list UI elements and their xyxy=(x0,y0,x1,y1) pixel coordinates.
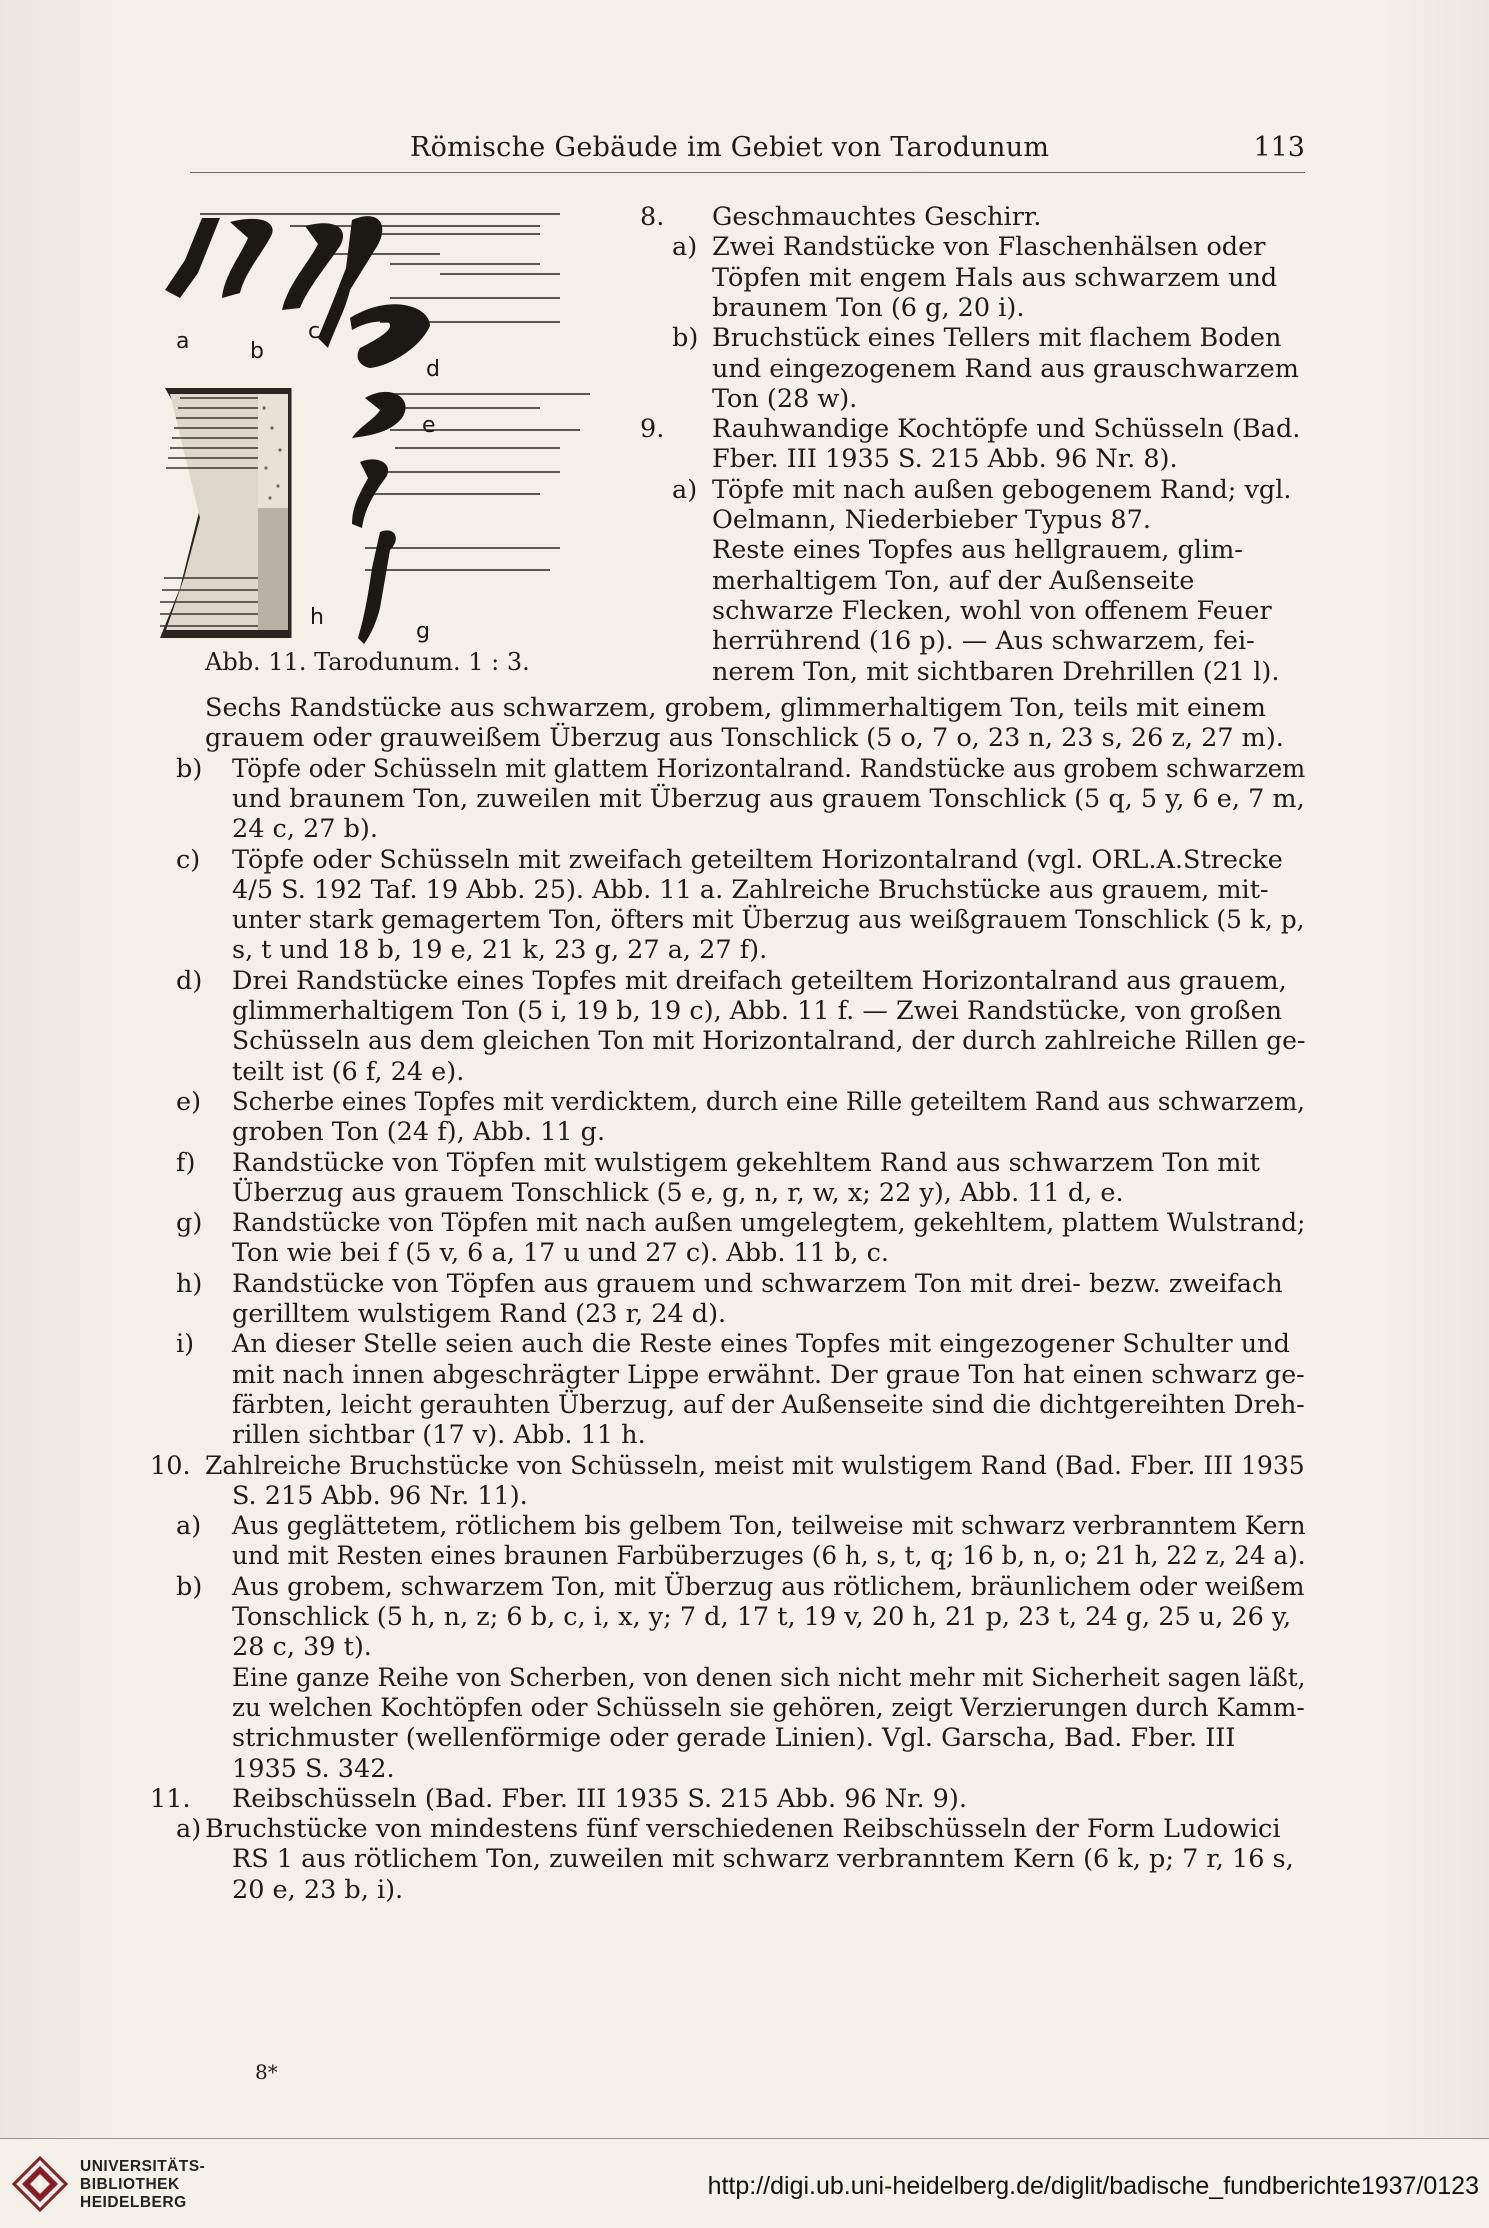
figure-label-d: d xyxy=(426,357,440,382)
library-name-line1: UNIVERSITÄTS- xyxy=(80,2158,206,2175)
signature-mark: 8* xyxy=(255,2060,278,2084)
figure-label-c: c xyxy=(308,319,321,344)
text-line: Überzug aus grauem Tonschlick (5 e, g, n, r, w, x; 22 y), Abb. 11 d, e. xyxy=(232,1177,1124,1208)
profile-b xyxy=(222,219,273,298)
profile-g xyxy=(358,530,396,644)
figure-label-a: a xyxy=(176,329,190,354)
text-line: 1935 S. 342. xyxy=(232,1753,395,1784)
text-line: und mit Resten eines braunen Farbüberzuges (6 h, s, t, q; 16 b, n, o; 21 h, 22 z, 24 a). xyxy=(232,1541,1306,1572)
item-marker: a) xyxy=(672,474,698,505)
text-line: Zahlreiche Bruchstücke von Schüsseln, meist mit wulstigem Rand (Bad. Fber. III 1935 xyxy=(205,1450,1305,1481)
item-marker: e) xyxy=(176,1086,202,1117)
item-marker: 8. xyxy=(640,202,665,232)
library-name-line3: HEIDELBERG xyxy=(80,2194,187,2211)
item-marker: b) xyxy=(176,753,203,784)
text-line: Sechs Randstücke aus schwarzem, grobem, glimmerhaltigem Ton, teils mit einem xyxy=(205,693,1266,723)
text-line: An dieser Stelle seien auch die Reste eines Topfes mit eingezogener Schulter und xyxy=(232,1329,1290,1360)
text-line: Geschmauchtes Geschirr. xyxy=(712,202,1042,232)
text-line: Töpfe oder Schüsseln mit glattem Horizontalrand. Randstücke aus grobem schwarzem xyxy=(232,753,1306,784)
text-line: Zwei Randstücke von Flaschenhälsen oder xyxy=(712,232,1266,263)
text-line: Oelmann, Niederbieber Typus 87. xyxy=(712,505,1151,535)
text-line: mit nach innen abgeschrägter Lippe erwähnt. Der graue Ton hat einen schwarz ge- xyxy=(232,1359,1305,1390)
item-marker: 11. xyxy=(150,1783,191,1814)
text-line: Aus geglättetem, rötlichem bis gelbem Ton, teilweise mit schwarz verbranntem Kern xyxy=(232,1511,1306,1542)
item-marker: c) xyxy=(176,844,201,875)
text-line: glimmerhaltigem Ton (5 i, 19 b, 19 c), Abb. 11 f. — Zwei Randstücke, von großen xyxy=(232,996,1283,1026)
item-marker: i) xyxy=(176,1329,195,1360)
text-line: färbten, leicht gerauhten Überzug, auf der Außenseite sind die dichtgereihten Dreh- xyxy=(232,1389,1305,1420)
text-line: Bruchstück eines Tellers mit flachem Boden xyxy=(712,323,1282,354)
figure-label-b: b xyxy=(250,339,264,364)
text-line: und eingezogenem Rand aus grauschwarzem xyxy=(712,353,1299,384)
text-line: Randstücke von Töpfen mit wulstigem gekehltem Rand aus schwarzem Ton mit xyxy=(232,1147,1260,1178)
figure-label-g: g xyxy=(416,619,430,644)
text-line: Bruchstücke von mindestens fünf verschiedenen Reibschüsseln der Form Ludowici xyxy=(205,1814,1281,1845)
text-line: 4/5 S. 192 Taf. 19 Abb. 25). Abb. 11 a. Zahlreiche Bruchstücke aus grauem, mit- xyxy=(232,874,1269,905)
text-line: Rauhwandige Kochtöpfe und Schüsseln (Bad. xyxy=(712,414,1301,445)
text-line: unter stark gemagertem Ton, öfters mit Überzug aus weißgrauem Tonschlick (5 k, p, xyxy=(232,905,1305,936)
profile-a xyxy=(165,218,220,298)
profile-d xyxy=(350,304,430,368)
running-header xyxy=(190,128,1305,173)
item-marker: a) xyxy=(672,232,698,263)
text-line: braunem Ton (6 g, 20 i). xyxy=(712,292,1025,323)
text-line: Scherbe eines Topfes mit verdicktem, durch eine Rille geteiltem Rand aus schwarzem, xyxy=(232,1086,1305,1117)
text-line: Randstücke von Töpfen mit nach außen umgelegtem, gekehltem, plattem Wulstrand; xyxy=(232,1208,1306,1239)
item-marker: a) xyxy=(176,1511,202,1542)
text-line: schwarze Flecken, wohl von offenem Feuer xyxy=(712,595,1272,626)
text-line: nerem Ton, mit sichtbaren Drehrillen (21 l). xyxy=(712,656,1280,687)
text-line: 20 e, 23 b, i). xyxy=(232,1874,404,1905)
text-line: Ton wie bei f (5 v, 6 a, 17 u und 27 c). Abb. 11 b, c. xyxy=(232,1238,890,1269)
item-marker: g) xyxy=(176,1208,203,1239)
figure-label-e: e xyxy=(422,413,436,438)
text-line: 28 c, 39 t). xyxy=(232,1632,372,1663)
item-marker: f) xyxy=(176,1147,196,1178)
item-marker: h) xyxy=(176,1268,203,1299)
item-marker: 9. xyxy=(640,414,665,445)
text-line: Eine ganze Reihe von Scherben, von denen sich nicht mehr mit Sicherheit sagen läßt, xyxy=(232,1662,1306,1693)
text-line: Drei Randstücke eines Topfes mit dreifach geteiltem Horizontalrand aus grauem, xyxy=(232,965,1287,996)
text-line: RS 1 aus rötlichem Ton, zuweilen mit schwarz verbranntem Kern (6 k, p; 7 r, 16 s, xyxy=(232,1844,1294,1875)
source-url-link[interactable]: http://digi.ub.uni-heidelberg.de/diglit/badische_fundberichte1937/0123 xyxy=(707,2172,1479,2200)
text-line: strichmuster (wellenförmige oder gerade Linien). Vgl. Garscha, Bad. Fber. III xyxy=(232,1723,1236,1754)
text-line: grauem oder grauweißem Überzug aus Tonschlick (5 o, 7 o, 23 n, 23 s, 26 z, 27 m). xyxy=(205,723,1284,754)
text-line: Töpfen mit engem Hals aus schwarzem und xyxy=(712,262,1278,293)
text-line: merhaltigem Ton, auf der Außenseite xyxy=(712,565,1195,596)
item-marker: b) xyxy=(176,1571,203,1602)
text-line: und braunem Ton, zuweilen mit Überzug aus grauem Tonschlick (5 q, 5 y, 6 e, 7 m, xyxy=(232,783,1305,814)
item-marker: a) xyxy=(176,1814,202,1845)
text-line: S. 215 Abb. 96 Nr. 11). xyxy=(232,1480,528,1511)
text-line: Ton (28 w). xyxy=(712,383,858,414)
item-marker: b) xyxy=(672,323,699,354)
text-line: Tonschlick (5 h, n, z; 6 b, c, i, x, y; 7 d, 17 t, 19 v, 20 h, 21 p, 23 t, 24 g, 25 u, 26 y, xyxy=(232,1602,1292,1632)
text-line: groben Ton (24 f), Abb. 11 g. xyxy=(232,1117,606,1148)
text-line: 24 c, 27 b). xyxy=(232,814,378,845)
running-title: Römische Gebäude im Gebiet von Tarodunum xyxy=(410,132,1050,163)
profile-c xyxy=(282,223,343,310)
text-line: rillen sichtbar (17 v). Abb. 11 h. xyxy=(232,1420,646,1451)
text-line: Aus grobem, schwarzem Ton, mit Überzug aus rötlichem, bräunlichem oder weißem xyxy=(232,1571,1305,1602)
text-line: Fber. III 1935 S. 215 Abb. 96 Nr. 8). xyxy=(712,444,1178,475)
text-line: gerilltem wulstigem Rand (23 r, 24 d). xyxy=(232,1299,727,1329)
figure-caption: Abb. 11. Tarodunum. 1 : 3. xyxy=(205,648,530,676)
profile-h xyxy=(160,388,290,638)
figure-label-h: h xyxy=(310,605,324,630)
text-line: Töpfe mit nach außen gebogenem Rand; vgl. xyxy=(712,474,1292,505)
library-seal-icon xyxy=(10,2154,70,2214)
library-name-line2: BIBLIOTHEK xyxy=(80,2176,180,2193)
text-line: herrührend (16 p). — Aus schwarzem, fei- xyxy=(712,626,1255,657)
item-marker: d) xyxy=(176,965,203,996)
text-line: Töpfe oder Schüsseln mit zweifach geteiltem Horizontalrand (vgl. ORL.A.Strecke xyxy=(232,844,1283,875)
text-line: s, t und 18 b, 19 e, 21 k, 23 g, 27 a, 27 f). xyxy=(232,935,768,966)
page-number: 113 xyxy=(1253,132,1305,163)
pottery-profile-figure xyxy=(140,198,610,668)
text-line: Randstücke von Töpfen aus grauem und schwarzem Ton mit drei- bezw. zweifach xyxy=(232,1268,1283,1299)
text-line: zu welchen Kochtöpfen oder Schüsseln sie gehören, zeigt Verzierungen durch Kamm- xyxy=(232,1692,1305,1723)
text-line: Schüsseln aus dem gleichen Ton mit Horizontalrand, der durch zahlreiche Rillen ge- xyxy=(232,1026,1306,1057)
text-line: Reste eines Topfes aus hellgrauem, glim- xyxy=(712,535,1243,566)
text-line: Reibschüsseln (Bad. Fber. III 1935 S. 215 Abb. 96 Nr. 9). xyxy=(232,1783,967,1814)
text-line: teilt ist (6 f, 24 e). xyxy=(232,1056,465,1087)
item-marker: 10. xyxy=(150,1450,191,1481)
profile-e xyxy=(352,392,406,438)
